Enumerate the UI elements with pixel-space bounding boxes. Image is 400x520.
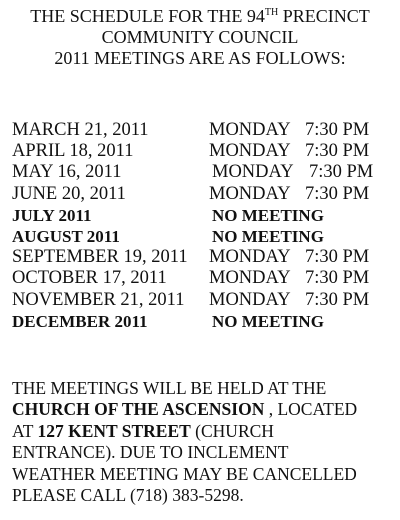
meeting-date: MARCH 21, 2011 [12, 120, 149, 140]
schedule-row-cancelled [12, 226, 392, 247]
meeting-day: MONDAY [212, 162, 294, 183]
meeting-date: AUGUST 2011 [12, 226, 120, 246]
notice-header [0, 6, 400, 69]
meeting-day: MONDAY [209, 120, 291, 140]
header-line-1-end: PRECINCT [278, 6, 370, 26]
no-meeting-label: NO MEETING [212, 226, 324, 246]
schedule-row [12, 290, 392, 311]
meeting-date: SEPTEMBER 19, 2011 [12, 247, 188, 268]
meeting-time: 7:30 PM [309, 162, 374, 183]
schedule-row [12, 184, 392, 205]
venue-address: 127 KENT STREET [37, 420, 191, 441]
venue-name: CHURCH OF THE ASCENSION [12, 399, 265, 420]
schedule-row-cancelled [12, 205, 392, 226]
header-line-1 [0, 6, 400, 27]
meeting-day: MONDAY [209, 141, 291, 162]
notice-line-6: PLEASE CALL (718) 383-5298. [12, 485, 244, 506]
notice-line-2-end: , LOCATED [264, 399, 358, 420]
header-line-3: 2011 MEETINGS ARE AS FOLLOWS: [54, 48, 346, 68]
meeting-date: APRIL 18, 2011 [12, 141, 134, 162]
notice-line-3-end: (CHURCH [190, 420, 274, 441]
meeting-time: 7:30 PM [305, 120, 370, 140]
meeting-date: JUNE 20, 2011 [12, 183, 126, 204]
meeting-date: DECEMBER 2011 [12, 311, 148, 331]
no-meeting-label: NO MEETING [212, 205, 324, 225]
schedule-row [12, 120, 392, 141]
notice-line-3-start: AT [12, 420, 38, 441]
meeting-date: MAY 16, 2011 [12, 162, 122, 183]
no-meeting-label: NO MEETING [212, 311, 324, 331]
notice-line-1: THE MEETINGS WILL BE HELD AT THE [12, 378, 327, 398]
notice-line-4: ENTRANCE). DUE TO INCLEMENT [12, 442, 289, 463]
meeting-time: 7:30 PM [305, 289, 370, 310]
meeting-schedule [12, 120, 392, 332]
notice-line-5: WEATHER MEETING MAY BE CANCELLED [12, 463, 357, 484]
meeting-day: MONDAY [209, 289, 291, 310]
meeting-date: JULY 2011 [12, 205, 92, 225]
schedule-row [12, 162, 392, 183]
notice-line-3 [12, 421, 392, 442]
meeting-time: 7:30 PM [305, 141, 370, 162]
meeting-date: OCTOBER 17, 2011 [12, 268, 167, 289]
header-line-2: COMMUNITY COUNCIL [101, 27, 299, 47]
meeting-day: MONDAY [209, 247, 291, 268]
meeting-day: MONDAY [209, 268, 291, 289]
meeting-time: 7:30 PM [305, 183, 370, 204]
schedule-row [12, 247, 392, 268]
meeting-time: 7:30 PM [305, 247, 370, 268]
meeting-day: MONDAY [209, 183, 291, 204]
meeting-time: 7:30 PM [305, 268, 370, 289]
schedule-row [12, 141, 392, 162]
meeting-date: NOVEMBER 21, 2011 [12, 289, 185, 310]
schedule-row-cancelled [12, 311, 392, 332]
notice-line-2 [12, 399, 392, 420]
location-notice [12, 378, 392, 506]
schedule-row [12, 268, 392, 289]
header-line-1-text: THE SCHEDULE FOR THE 94 [30, 6, 265, 26]
ordinal-suffix: TH [264, 7, 279, 18]
